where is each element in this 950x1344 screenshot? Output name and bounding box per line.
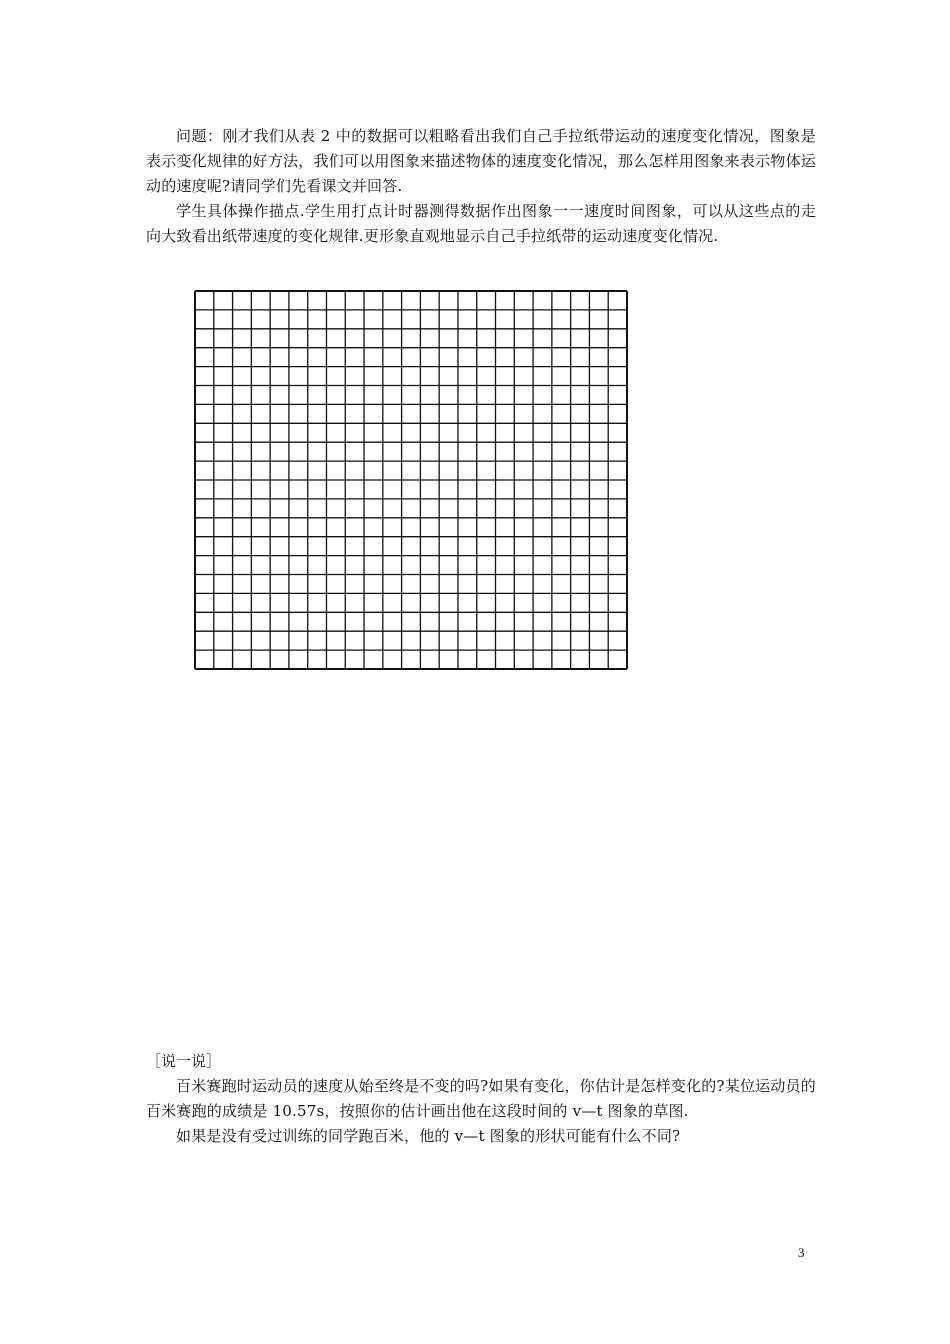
grid-svg [194,290,628,670]
section-label-discuss: ［说一说］ [146,1052,222,1070]
question-paragraph: 问题：刚才我们从表 2 中的数据可以粗略看出我们自己手拉纸带运动的速度变化情况，图象是表示变化规律的好方法，我们可以用图象来描述物体的速度变化情况，那么怎样用图象来表示物体运动的速度呢?请同学们先看课文并回答. [146,127,816,195]
sprint-question-paragraph: 百米赛跑时运动员的速度从始至终是不变的吗?如果有变化，你估计是怎样变化的?某位运动员的百米赛跑的成绩是 10.57s，按照你的估计画出他在这段时间的 v—t 图象的草图. [146,1077,816,1120]
page-number: 3 [798,1245,805,1260]
untrained-question-paragraph: 如果是没有受过训练的同学跑百米，他的 v—t 图象的形状可能有什么不同? [176,1127,681,1145]
student-activity-paragraph: 学生具体操作描点.学生用打点计时器测得数据作出图象一一速度时间图象，可以从这些点的走向大致看出纸带速度的变化规律.更形象直观地显示自己手拉纸带的运动速度变化情况. [146,202,816,245]
graph-paper-grid [194,290,628,670]
